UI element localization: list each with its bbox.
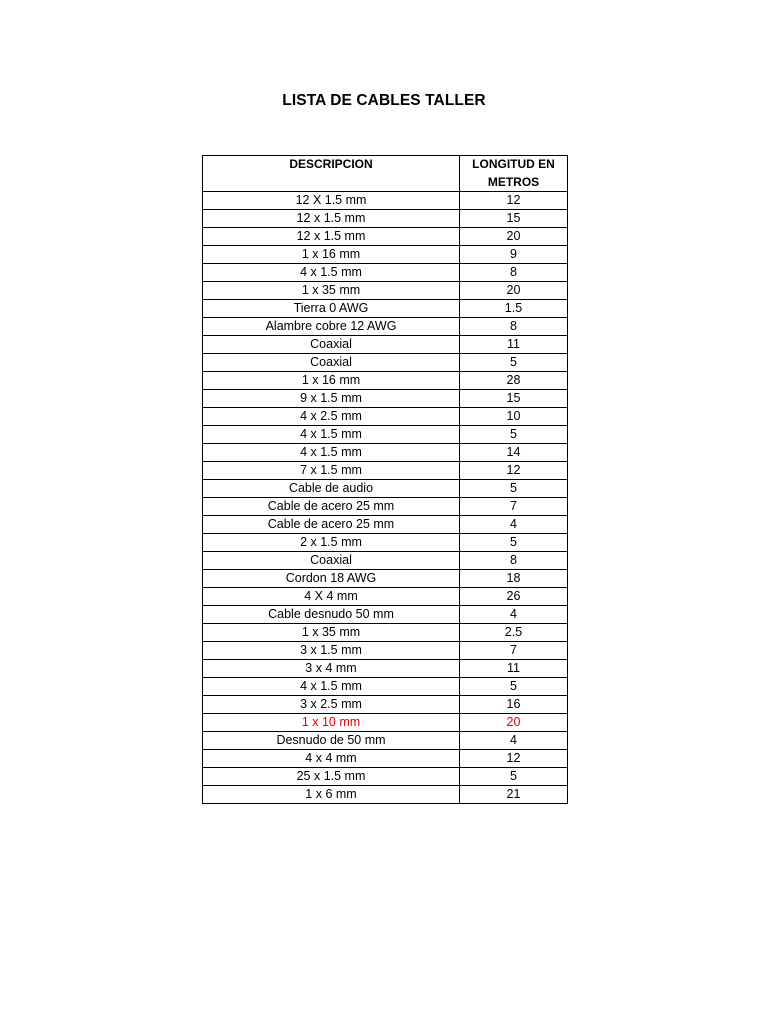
table-row	[203, 714, 568, 732]
cable-description-cell: Coaxial	[203, 354, 460, 372]
cable-description-cell: 1 x 6 mm	[203, 786, 460, 804]
cable-description-cell: 1 x 16 mm	[203, 246, 460, 264]
cable-length-cell: 20	[460, 282, 568, 300]
cable-length-cell: 28	[460, 372, 568, 390]
table-row	[203, 606, 568, 624]
table-row	[203, 372, 568, 390]
table-row	[203, 786, 568, 804]
table-row	[203, 336, 568, 354]
table-row	[203, 300, 568, 318]
cable-description-cell: Tierra 0 AWG	[203, 300, 460, 318]
table-row	[203, 588, 568, 606]
cables-table	[202, 155, 568, 804]
page-title: LISTA DE CABLES TALLER	[282, 92, 486, 109]
cable-description-cell: Alambre cobre 12 AWG	[203, 318, 460, 336]
table-row	[203, 444, 568, 462]
table-body	[203, 192, 568, 804]
table-row	[203, 228, 568, 246]
cable-description-cell: 3 x 1.5 mm	[203, 642, 460, 660]
cable-length-cell: 7	[460, 498, 568, 516]
cable-description-cell: Cable de acero 25 mm	[203, 516, 460, 534]
cable-description-cell: Cable de audio	[203, 480, 460, 498]
cable-description-cell: 4 x 1.5 mm	[203, 678, 460, 696]
cable-length-cell: 11	[460, 660, 568, 678]
cable-description-cell: Desnudo de 50 mm	[203, 732, 460, 750]
cable-description-cell: 7 x 1.5 mm	[203, 462, 460, 480]
cable-description-cell: 4 x 1.5 mm	[203, 264, 460, 282]
cable-length-cell: 12	[460, 462, 568, 480]
cable-length-cell: 26	[460, 588, 568, 606]
cable-length-cell: 20	[460, 228, 568, 246]
table-row	[203, 768, 568, 786]
cable-length-cell: 12	[460, 750, 568, 768]
cable-length-cell: 11	[460, 336, 568, 354]
description-column-header: DESCRIPCION	[203, 156, 460, 192]
cable-length-cell: 8	[460, 318, 568, 336]
cable-length-cell: 15	[460, 210, 568, 228]
cable-description-cell: Cordon 18 AWG	[203, 570, 460, 588]
table-row	[203, 408, 568, 426]
cable-description-cell: 1 x 16 mm	[203, 372, 460, 390]
cable-length-cell: 5	[460, 480, 568, 498]
table-row	[203, 696, 568, 714]
table-row	[203, 264, 568, 282]
cable-length-cell: 4	[460, 606, 568, 624]
cable-description-cell: 1 x 35 mm	[203, 282, 460, 300]
table-row	[203, 552, 568, 570]
table-row	[203, 642, 568, 660]
table-row	[203, 192, 568, 210]
cable-length-cell: 8	[460, 264, 568, 282]
cable-description-cell: 4 x 1.5 mm	[203, 426, 460, 444]
cable-length-cell: 5	[460, 354, 568, 372]
cable-length-cell: 14	[460, 444, 568, 462]
table-row	[203, 732, 568, 750]
table-row	[203, 624, 568, 642]
table-row	[203, 318, 568, 336]
cable-length-cell: 4	[460, 516, 568, 534]
cable-length-cell: 7	[460, 642, 568, 660]
table-header-row	[203, 156, 568, 192]
cable-length-cell: 9	[460, 246, 568, 264]
table-row	[203, 570, 568, 588]
cable-length-cell: 15	[460, 390, 568, 408]
cable-description-cell: 4 X 4 mm	[203, 588, 460, 606]
cable-description-cell: 3 x 2.5 mm	[203, 696, 460, 714]
cable-length-cell: 5	[460, 768, 568, 786]
table-row	[203, 390, 568, 408]
table-row	[203, 210, 568, 228]
cable-length-cell: 5	[460, 426, 568, 444]
cable-description-cell: Cable desnudo 50 mm	[203, 606, 460, 624]
cable-length-cell: 20	[460, 714, 568, 732]
cable-description-cell: 4 x 4 mm	[203, 750, 460, 768]
table-row	[203, 246, 568, 264]
cable-length-cell: 1.5	[460, 300, 568, 318]
table-row	[203, 354, 568, 372]
cable-length-cell: 5	[460, 534, 568, 552]
cable-description-cell: 25 x 1.5 mm	[203, 768, 460, 786]
cable-description-cell: 12 x 1.5 mm	[203, 228, 460, 246]
table-row	[203, 480, 568, 498]
table-row	[203, 660, 568, 678]
cable-length-cell: 12	[460, 192, 568, 210]
cable-description-cell: 3 x 4 mm	[203, 660, 460, 678]
cable-description-cell: 12 x 1.5 mm	[203, 210, 460, 228]
cable-description-cell: Cable de acero 25 mm	[203, 498, 460, 516]
cable-length-cell: 2.5	[460, 624, 568, 642]
cable-description-cell: Coaxial	[203, 336, 460, 354]
cable-length-cell: 18	[460, 570, 568, 588]
table-row	[203, 516, 568, 534]
cable-length-cell: 5	[460, 678, 568, 696]
table-row	[203, 498, 568, 516]
length-column-header: LONGITUD EN METROS	[460, 156, 568, 192]
cable-description-cell: 4 x 2.5 mm	[203, 408, 460, 426]
table-row	[203, 534, 568, 552]
cable-length-cell: 16	[460, 696, 568, 714]
cable-length-cell: 10	[460, 408, 568, 426]
table-row	[203, 462, 568, 480]
table-row	[203, 750, 568, 768]
table-row	[203, 282, 568, 300]
cable-length-cell: 21	[460, 786, 568, 804]
cable-description-cell: 1 x 35 mm	[203, 624, 460, 642]
cable-length-cell: 8	[460, 552, 568, 570]
cable-description-cell: 1 x 10 mm	[203, 714, 460, 732]
table-row	[203, 426, 568, 444]
cable-length-cell: 4	[460, 732, 568, 750]
cable-description-cell: 2 x 1.5 mm	[203, 534, 460, 552]
cable-description-cell: 4 x 1.5 mm	[203, 444, 460, 462]
cable-description-cell: 12 X 1.5 mm	[203, 192, 460, 210]
cable-description-cell: 9 x 1.5 mm	[203, 390, 460, 408]
table-row	[203, 678, 568, 696]
cable-description-cell: Coaxial	[203, 552, 460, 570]
